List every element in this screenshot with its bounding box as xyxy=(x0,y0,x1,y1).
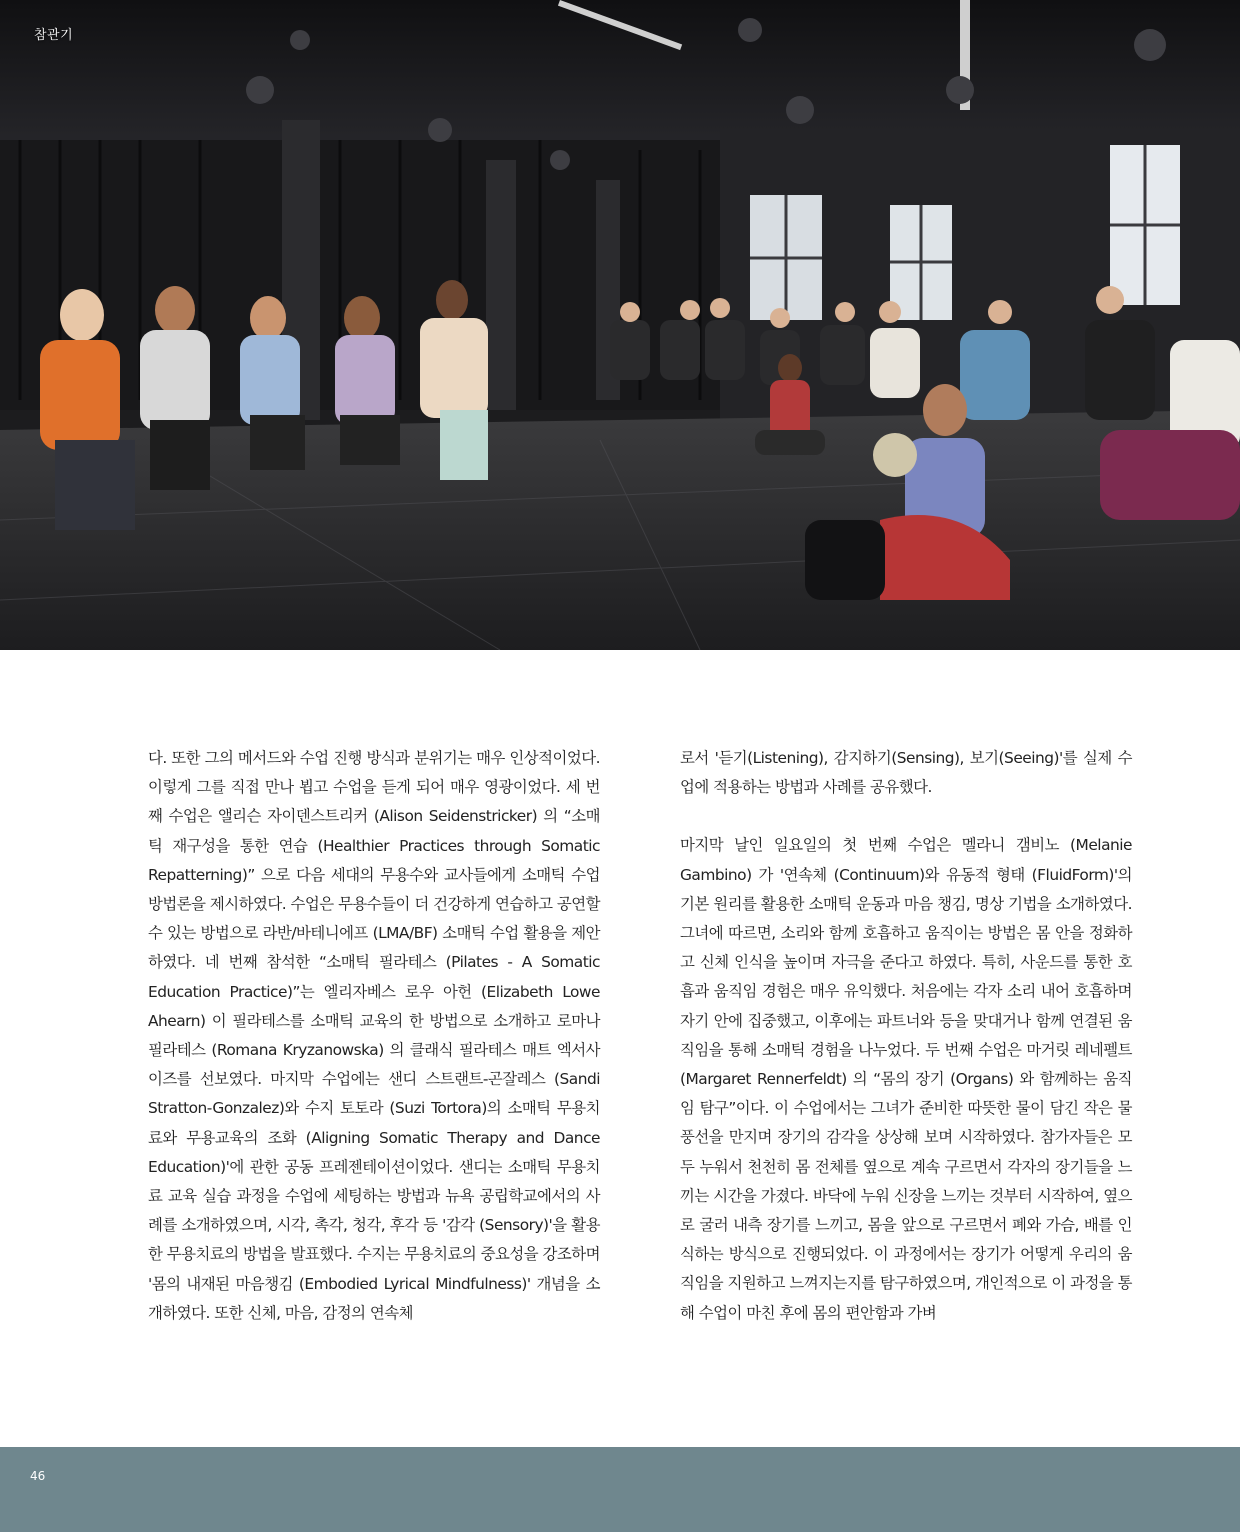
workshop-photo xyxy=(0,0,1240,650)
page-footer xyxy=(0,1447,1240,1532)
right-paragraph-2: 마지막 날인 일요일의 첫 번째 수업은 멜라니 갬비노 (Melanie Gambino) 가 '연속체 (Continuum)와 유동적 형태 (FluidForm)'의 기본 원리를 활용한 소매틱 운동과 마음 챙김, 명상 기법을 소개하였다. 그녀에 따르면, 소리와 함께 호흡하고 움직이는 방법은 몸 안을 정화하고 신체 인식을 높이며 자극을 준다고 하였다. 특히, 사운드를 통한 호흡과 움직임 경험은 매우 유익했다. 처음에는 각자 소리 내어 호흡하며 자기 안에 집중했고, 이후에는 파트너와 등을 맞대거나 함께 연결된 움직임을 통해 소매틱 경험을 나누었다. 두 번째 수업은 마거릿 레네펠트 (Margaret Rennerfeldt) 의 “몸의 장기 (Organs) 와 함께하는 움직임 탐구”이다. 이 수업에서는 그녀가 준비한 따뜻한 물이 담긴 작은 물 풍선을 만지며 장기의 감각을 상상해 보며 시작하였다. 참가자들은 모두 누워서 천천히 몸 전체를 옆으로 계속 구르면서 각자의 장기들을 느끼는 시간을 가졌다. 바닥에 누워 신장을 느끼는 것부터 시작하여, 옆으로 굴러 내측 장기를 느끼고, 몸을 앞으로 구르면서 폐와 가슴, 배를 인식하는 방식으로 진행되었다. 이 과정에서는 장기가 어떻게 우리의 움직임을 지원하고 느껴지는지를 탐구하였으며, 개인적으로 이 과정을 통해 수업이 마친 후에 몸의 편안함과 가벼 xyxy=(680,836,1132,1322)
page-number: 46 xyxy=(30,1469,46,1483)
right-paragraph-1: 로서 '듣기(Listening), 감지하기(Sensing), 보기(Seeing)'를 실제 수업에 적용하는 방법과 사례를 공유했다. xyxy=(680,749,1132,797)
right-text-column xyxy=(680,744,1132,1328)
left-paragraph: 다. 또한 그의 메서드와 수업 진행 방식과 분위기는 매우 인상적이었다. 이렇게 그를 직접 만나 뵙고 수업을 듣게 되어 매우 영광이었다. 세 번째 수업은 앨리슨 자이덴스트리커 (Alison Seidenstricker) 의 “소매틱 재구성을 통한 연습 (Healthier Practices through Somatic Repatterning)” 으로 다음 세대의 무용수와 교사들에게 소매틱 수업 방법론을 제시하였다. 수업은 무용수들이 더 건강하게 연습하고 공연할 수 있는 방법으로 라반/바테니에프 (LMA/BF) 소매틱 수업 활용을 제안하였다. 네 번째 참석한 “소매틱 필라테스 (Pilates - A Somatic Education Practice)”는 엘리자베스 로우 아헌 (Elizabeth Lowe Ahearn) 이 필라테스를 소매틱 교육의 한 방법으로 소개하고 로마나 필라테스 (Romana Kryzanowska) 의 클래식 필라테스 매트 엑서사이즈를 선보였다. 마지막 수업에는 샌디 스트랜트-곤잘레스 (Sandi Stratton-Gonzalez)와 수지 토토라 (Suzi Tortora)의 소매틱 무용치료와 무용교육의 조화 (Aligning Somatic Therapy and Dance Education)'에 관한 공동 프레젠테이션이었다. 샌디는 소매틱 무용치료 교육 실습 과정을 수업에 세팅하는 방법과 뉴욕 공립학교에서의 사례를 소개하였으며, 시각, 촉각, 청각, 후각 등 '감각 (Sensory)'을 활용한 무용치료의 방법을 발표했다. 수지는 무용치료의 중요성을 강조하며 '몸의 내재된 마음챙김 (Embodied Lyrical Mindfulness)' 개념을 소개하였다. 또한 신체, 마음, 감정의 연속체 xyxy=(148,749,600,1322)
left-text-column xyxy=(148,744,600,1328)
workshop-photo-illustration xyxy=(0,0,1240,650)
section-tag: 참관기 xyxy=(34,28,74,43)
